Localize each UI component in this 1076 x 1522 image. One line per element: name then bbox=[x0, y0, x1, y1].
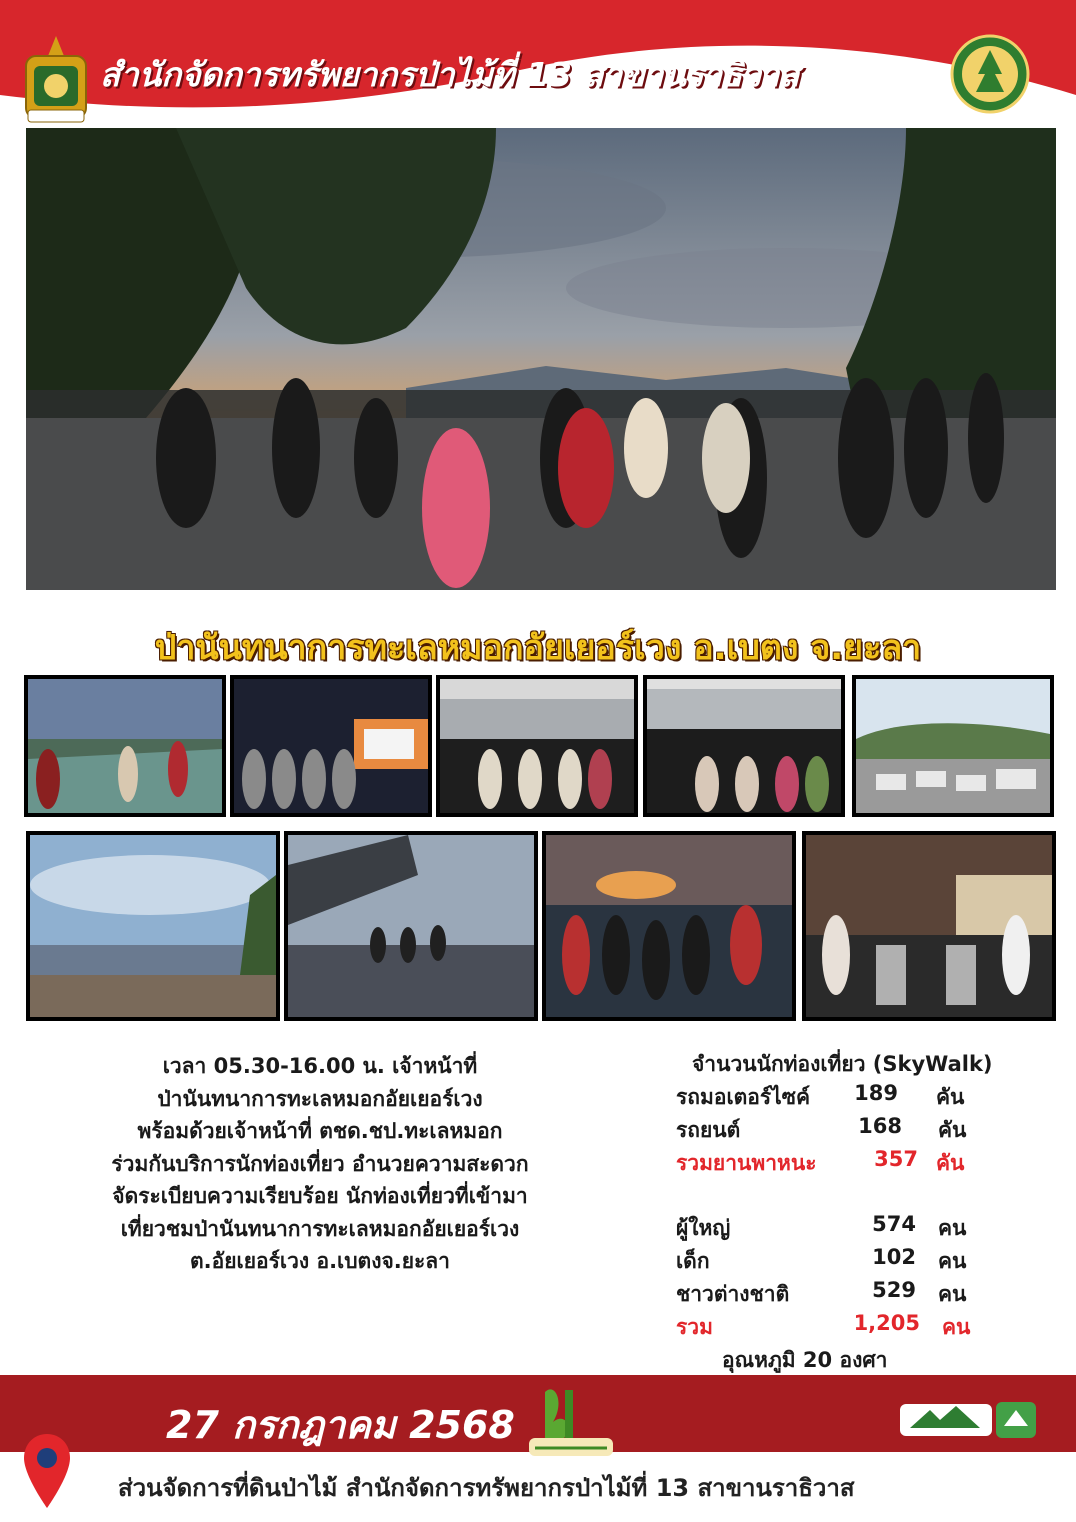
description-line: ต.อัยเยอร์เวง อ.เบตงจ.ยะลา bbox=[190, 1249, 450, 1273]
stat-unit: คัน bbox=[936, 1151, 965, 1175]
stat-label: เด็ก bbox=[676, 1249, 710, 1273]
location-pin-icon bbox=[22, 1432, 72, 1510]
description-line: พร้อมด้วยเจ้าหน้าที่ ตชด.ชป.ทะเลหมอก bbox=[137, 1119, 503, 1143]
stat-row-foreigners bbox=[676, 1278, 1056, 1308]
royal-emblem-icon bbox=[18, 34, 94, 126]
office-name: ส่วนจัดการที่ดินป่าไม้ สำนักจัดการทรัพยากรป่าไม้ที่ 13 สาขานราธิวาส bbox=[118, 1474, 855, 1502]
stat-row-motorcycle bbox=[676, 1081, 1056, 1111]
activity-description bbox=[40, 1050, 600, 1278]
stat-value: 102 bbox=[872, 1245, 916, 1269]
stat-unit: คัน bbox=[938, 1118, 967, 1142]
event-date: 27 กรกฎาคม 2568 bbox=[166, 1403, 515, 1447]
stat-label: รถมอเตอร์ไซค์ bbox=[676, 1085, 811, 1109]
stat-row-vehicle-total bbox=[676, 1147, 1056, 1177]
stat-label: รวม bbox=[676, 1315, 713, 1339]
stat-label: ชาวต่างชาติ bbox=[676, 1282, 790, 1306]
photo-glass-skywalk-crowd bbox=[542, 831, 796, 1021]
description-line: ร่วมกันบริการนักท่องเที่ยว อำนวยความสะดวก bbox=[111, 1151, 529, 1176]
stat-row-adults bbox=[676, 1212, 1056, 1242]
stats-heading: จำนวนนักท่องเที่ยว (SkyWalk) bbox=[692, 1052, 993, 1076]
stat-unit: คน bbox=[938, 1249, 967, 1273]
photo-ticket-gate bbox=[802, 831, 1056, 1021]
description-line: เวลา 05.30-16.00 น. เจ้าหน้าที่ bbox=[162, 1054, 478, 1078]
photo-building-queue bbox=[436, 675, 638, 817]
stat-unit: คัน bbox=[936, 1085, 965, 1109]
photo-parking-lot bbox=[852, 675, 1054, 817]
photo-building-visitors bbox=[643, 675, 845, 817]
main-photo-sunrise-viewpoint bbox=[26, 128, 1056, 590]
description-line: จัดระเบียบความเรียบร้อย นักท่องเที่ยวที่เข้ามา bbox=[112, 1184, 528, 1208]
photo-sea-of-mist bbox=[26, 831, 280, 1021]
stat-label: รถยนต์ bbox=[676, 1118, 741, 1142]
photo-viewpoint-plaza bbox=[284, 831, 538, 1021]
recreation-forest-logo-icon bbox=[525, 1382, 617, 1460]
stat-unit: คน bbox=[938, 1216, 967, 1240]
stat-row-car bbox=[676, 1114, 1056, 1144]
save-forest-logo-icon bbox=[900, 1396, 1040, 1444]
photo-entrance-night bbox=[230, 675, 432, 817]
photo-skywalk-overlook bbox=[24, 675, 226, 817]
location-subtitle: ป่านันทนาการทะเลหมอกอัยเยอร์เวง อ.เบตง จ.ยะลา bbox=[154, 628, 922, 668]
stat-value: 168 bbox=[858, 1114, 902, 1138]
stat-value: 1,205 bbox=[853, 1311, 920, 1335]
stat-label: รวมยานพาหนะ bbox=[676, 1151, 817, 1175]
header-title: สำนักจัดการทรัพยากรป่าไม้ที่ 13 สาขานราธิวาส bbox=[100, 55, 800, 94]
stat-value: 357 bbox=[874, 1147, 918, 1171]
stat-unit: คน bbox=[938, 1282, 967, 1306]
stat-value: 529 bbox=[872, 1278, 916, 1302]
description-line: ป่านันทนาการทะเลหมอกอัยเยอร์เวง bbox=[157, 1086, 483, 1111]
description-line: เที่ยวชมป่านันทนาการทะเลหมอกอัยเยอร์เวง bbox=[120, 1216, 520, 1241]
forest-department-seal-icon bbox=[950, 34, 1030, 114]
stat-row-people-total bbox=[676, 1311, 1056, 1341]
stat-label: ผู้ใหญ่ bbox=[676, 1216, 731, 1240]
stat-row-children bbox=[676, 1245, 1056, 1275]
stat-value: 189 bbox=[854, 1081, 898, 1105]
temperature: อุณหภูมิ 20 องศา bbox=[722, 1348, 888, 1372]
stat-value: 574 bbox=[872, 1212, 916, 1236]
stat-unit: คน bbox=[942, 1315, 971, 1339]
